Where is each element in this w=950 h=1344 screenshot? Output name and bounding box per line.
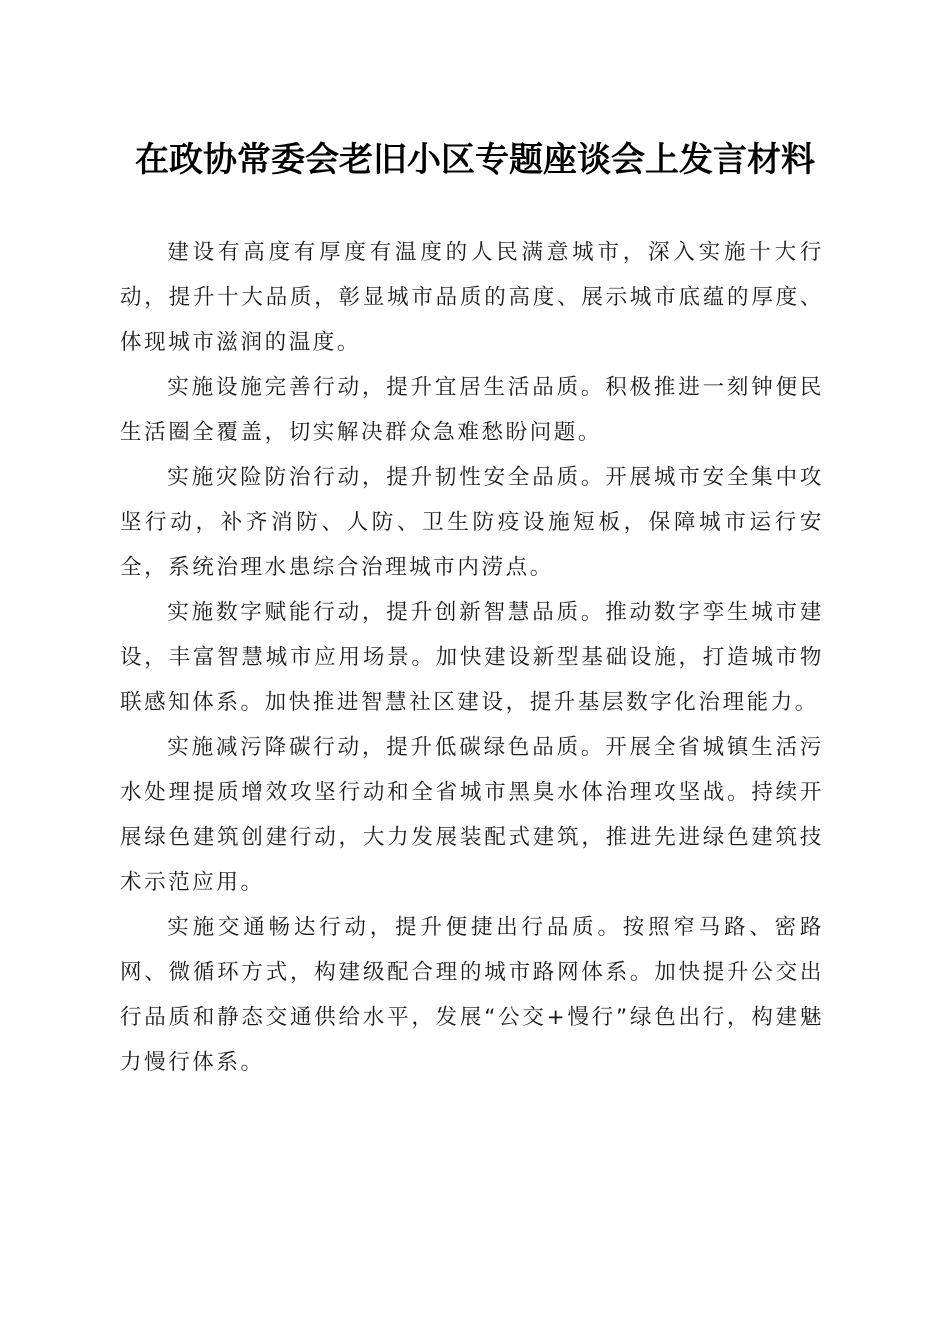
paragraph-digital: 实施数字赋能行动，提升创新智慧品质。推动数字孪生城市建设，丰富智慧城市应用场景。加快建设新型基础设施，打造城市物联感知体系。加快推进智慧社区建设，提升基层数字化治理能力。: [120, 600, 824, 715]
paragraph-low-carbon: 实施减污降碳行动，提升低碳绿色品质。开展全省城镇生活污水处理提质增效攻坚行动和全省城市黑臭水体治理攻坚战。持续开展绿色建筑创建行动，大力发展装配式建筑，推进先进绿色建筑技术示范应用。: [120, 735, 824, 895]
paragraph-intro: 建设有高度有厚度有温度的人民满意城市，深入实施十大行动，提升十大品质，彰显城市品质的高度、展示城市底蕴的厚度、体现城市滋润的温度。: [120, 240, 824, 355]
paragraph-facilities: 实施设施完善行动，提升宜居生活品质。积极推进一刻钟便民生活圈全覆盖，切实解决群众急难愁盼问题。: [120, 375, 824, 445]
document-body: [120, 230, 824, 1085]
document-title: 在政协常委会老旧小区专题座谈会上发言材料: [135, 140, 815, 180]
paragraph-disaster-prevention: 实施灾险防治行动，提升韧性安全品质。开展城市安全集中攻坚行动，补齐消防、人防、卫生防疫设施短板，保障城市运行安全，系统治理水患综合治理城市内涝点。: [120, 465, 824, 580]
paragraph-transport: 实施交通畅达行动，提升便捷出行品质。按照窄马路、密路网、微循环方式，构建级配合理的城市路网体系。加快提升公交出行品质和静态交通供给水平，发展“公交+慢行”绿色出行，构建魅力慢行体系。: [120, 915, 824, 1075]
